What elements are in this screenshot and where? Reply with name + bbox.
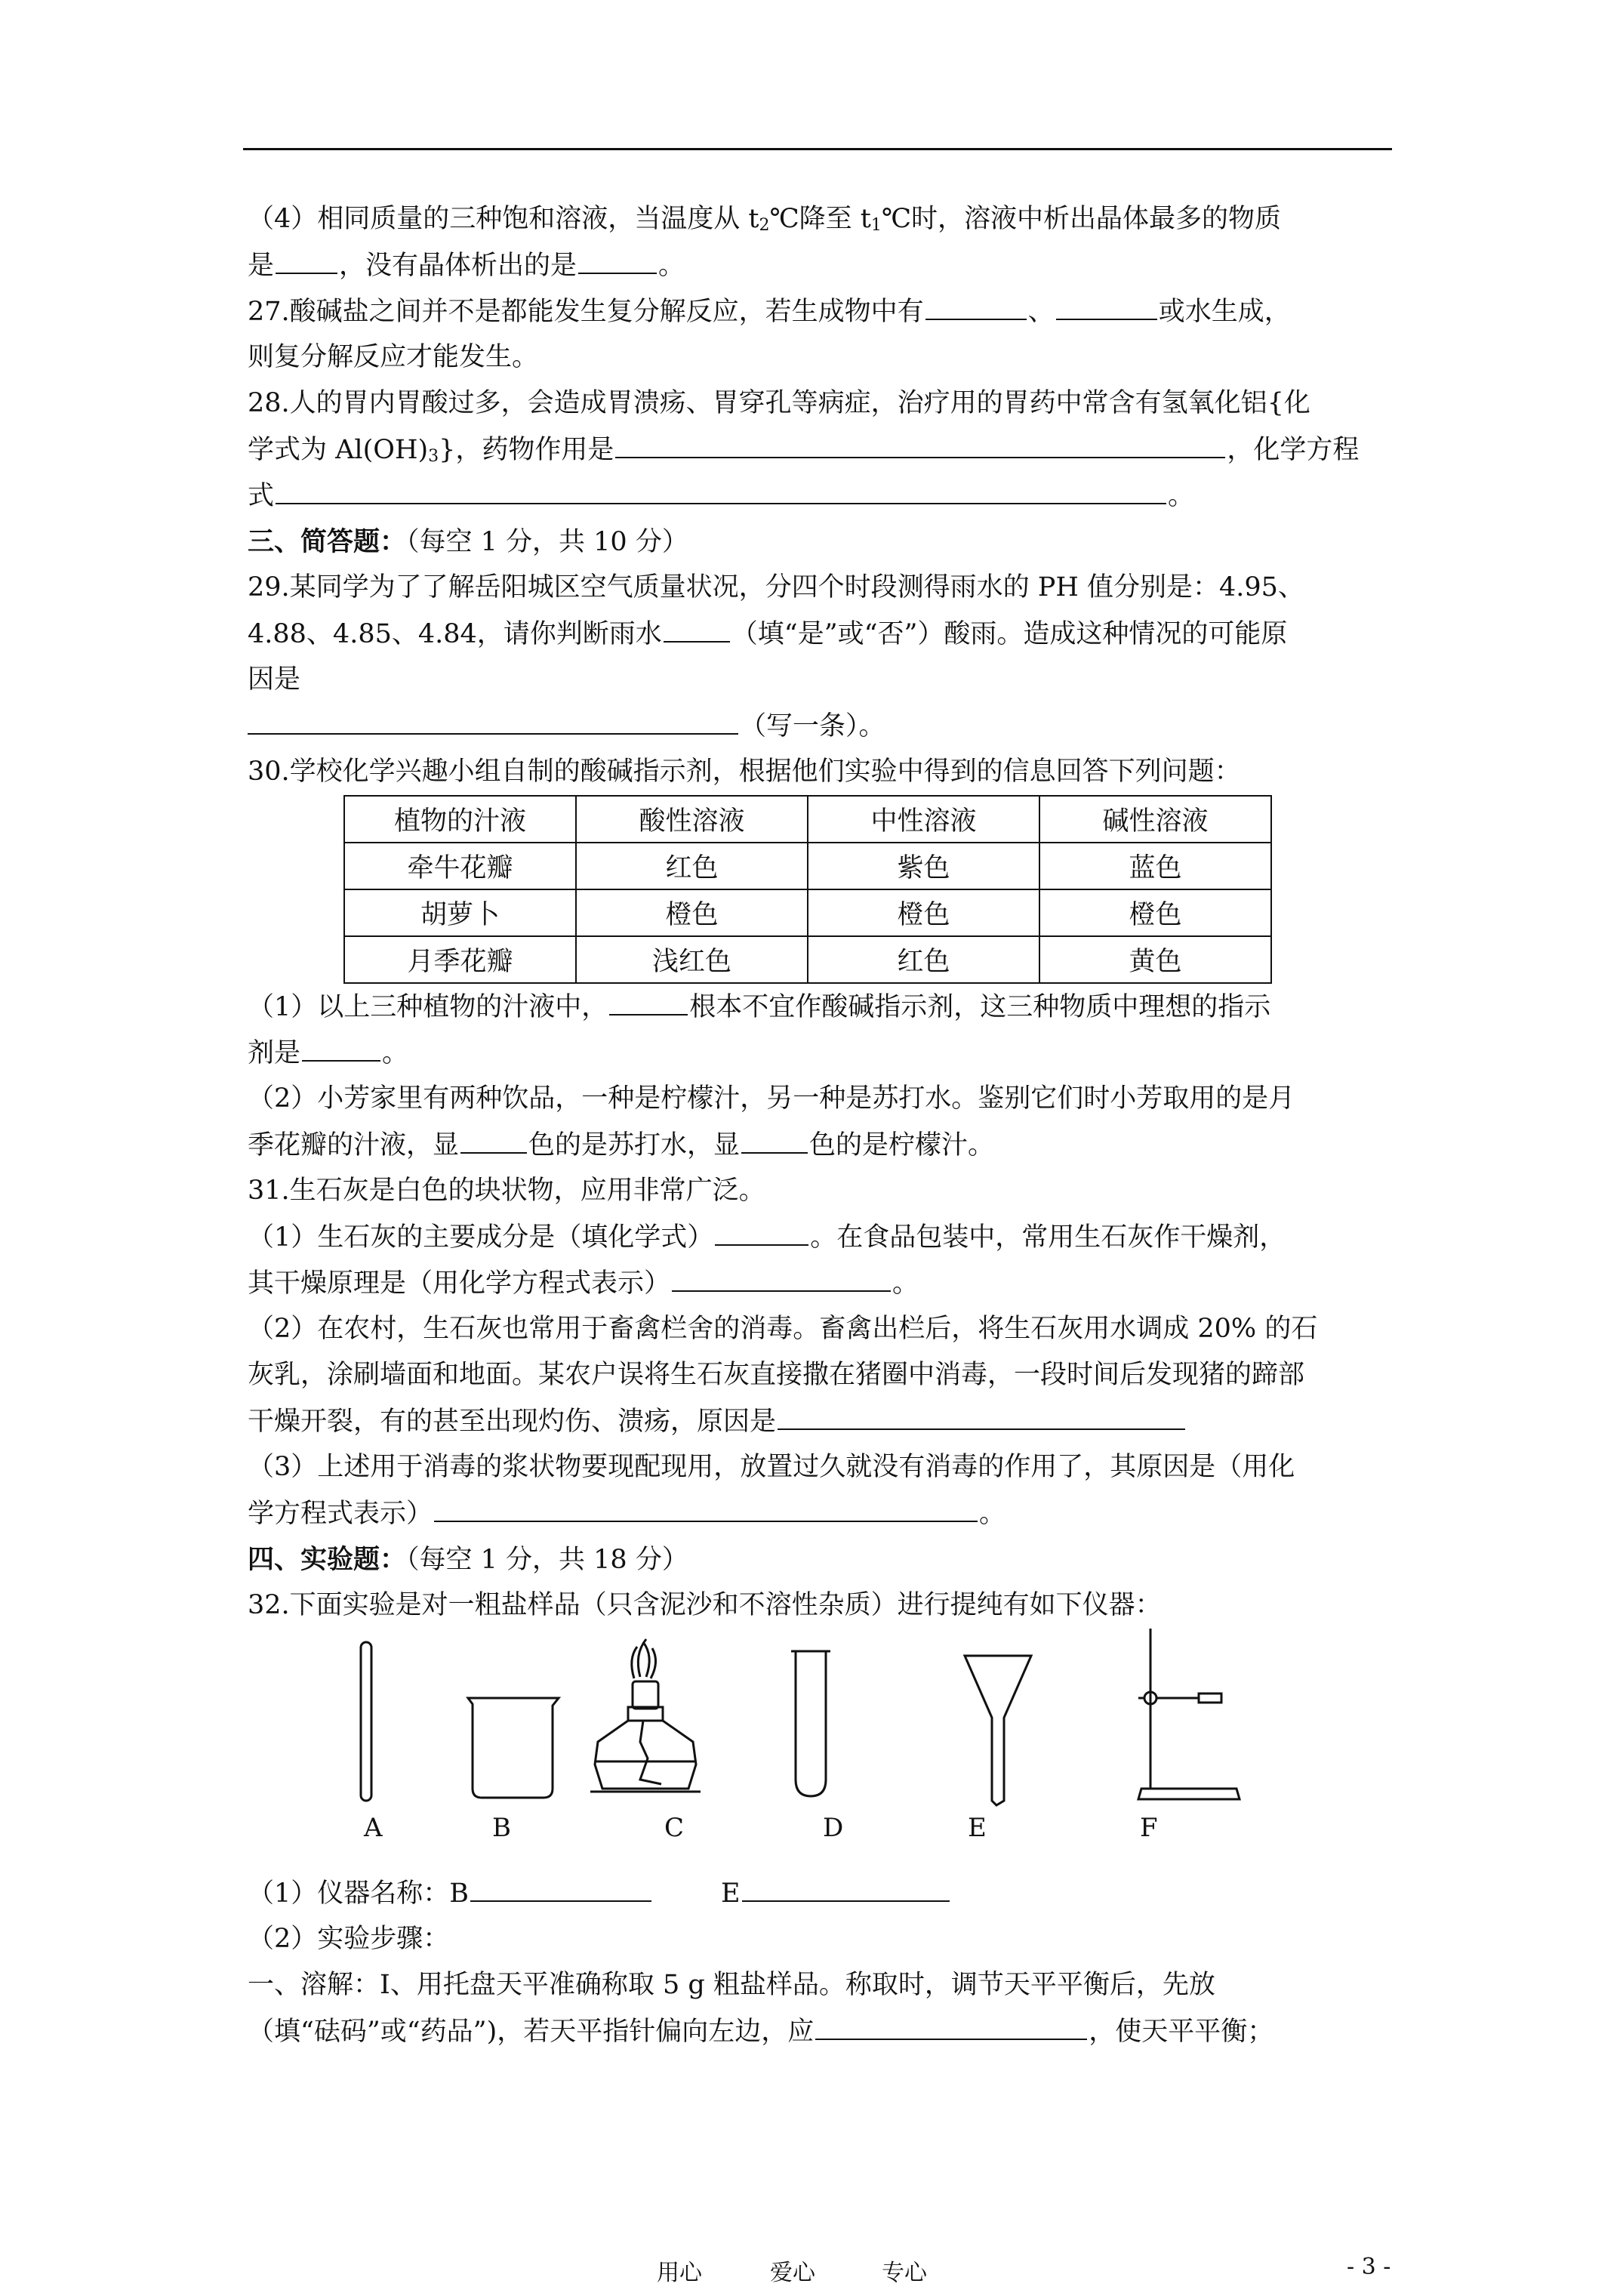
- apparatus-label-f: F: [1140, 1813, 1158, 1843]
- q30-intro: 30.学校化学兴趣小组自制的酸碱指示剂，根据他们实验中得到的信息回答下列问题：: [248, 757, 1241, 787]
- q29-line2: 4.88、4.85、4.84，请你判断雨水 （填“是”或“否”）酸雨。造成这种情况的可能原: [248, 611, 1395, 657]
- q31-part2-line2: 灰乳，涂刷墙面和地面。某农户误将生石灰直接撒在猪圈中消毒，一段时间后发现猪的蹄部: [248, 1360, 1305, 1390]
- q27-line1: 27.酸碱盐之间并不是都能发生复分解反应，若生成物中有 、 或水生成，: [248, 288, 1395, 334]
- q31-part2-line1: （2）在农村，生石灰也常用于畜禽栏舍的消毒。畜禽出栏后，将生石灰用水调成 20% 的石: [248, 1314, 1318, 1344]
- q32-part2: （2）实验步骤：: [248, 1924, 450, 1954]
- footer-motto-3: 专心: [882, 2260, 927, 2286]
- answer-blank[interactable]: [470, 1870, 651, 1902]
- answer-blank[interactable]: [609, 984, 688, 1015]
- answer-blank[interactable]: [615, 427, 1225, 458]
- q32-part1: （1）仪器名称：B E: [248, 1870, 1395, 1916]
- table-header-row: [344, 796, 1271, 843]
- q28-line3: 式 。: [248, 473, 1395, 519]
- answer-blank[interactable]: [664, 611, 730, 643]
- q31-part3-line2: 学方程式表示） 。: [248, 1490, 1395, 1536]
- apparatus-label-e: E: [968, 1813, 987, 1843]
- answer-blank[interactable]: [248, 703, 738, 735]
- header-rule: [243, 148, 1392, 150]
- test-tube-icon: [791, 1651, 830, 1796]
- section-3-heading: 三、简答题：（每空 1 分，共 10 分）: [248, 526, 688, 557]
- table-cell: 红色: [808, 936, 1039, 983]
- table-header-cell: 中性溶液: [808, 796, 1039, 843]
- glass-rod-icon: [361, 1642, 371, 1801]
- table-row: [344, 889, 1271, 936]
- answer-blank[interactable]: [741, 1122, 808, 1154]
- q30-part2-line2: 季花瓣的汁液，显 色的是苏打水，显 色的是柠檬汁。: [248, 1122, 1395, 1168]
- indicator-table: [343, 795, 1272, 984]
- q31-intro: 31.生石灰是白色的块状物，应用非常广泛。: [248, 1176, 765, 1206]
- table-cell: 浅红色: [576, 936, 808, 983]
- apparatus-figure: [248, 1629, 1395, 1870]
- answer-blank[interactable]: [276, 242, 337, 274]
- beaker-icon: [468, 1698, 559, 1798]
- table-cell: 橙色: [808, 889, 1039, 936]
- answer-blank[interactable]: [434, 1490, 978, 1522]
- answer-blank[interactable]: [302, 1030, 380, 1062]
- section-4-heading: 四、实验题：（每空 1 分，共 18 分）: [248, 1544, 688, 1575]
- table-cell: 紫色: [808, 843, 1039, 889]
- apparatus-drawing: [248, 1629, 1395, 1870]
- table-header-cell: 酸性溶液: [576, 796, 808, 843]
- q29-line3: 因是: [248, 664, 301, 695]
- answer-blank[interactable]: [715, 1214, 808, 1246]
- footer-motto-1: 用心: [657, 2260, 702, 2286]
- q29-line4: （写一条）。: [248, 703, 1395, 749]
- answer-blank[interactable]: [925, 288, 1027, 320]
- apparatus-label-a: A: [364, 1813, 383, 1843]
- answer-blank[interactable]: [778, 1398, 1185, 1430]
- table-row: [344, 936, 1271, 983]
- q31-part3-line1: （3）上述用于消毒的浆状物要现配现用，放置过久就没有消毒的作用了，其原因是（用化: [248, 1452, 1295, 1482]
- answer-blank[interactable]: [742, 1870, 950, 1902]
- table-cell: 牵牛花瓣: [344, 843, 576, 889]
- answer-blank[interactable]: [460, 1122, 527, 1154]
- table-cell: 黄色: [1039, 936, 1271, 983]
- answer-blank[interactable]: [578, 242, 657, 274]
- q31-part2-line3: 干燥开裂，有的甚至出现灼伤、溃疡，原因是: [248, 1398, 1395, 1444]
- q28-line2: 学式为 $Al(OH)_3$}，药物作用是 ，化学方程: [248, 427, 1395, 473]
- table-cell: 月季花瓣: [344, 936, 576, 983]
- q26-part4-line2: 是 ，没有晶体析出的是 。: [248, 242, 1395, 288]
- q32-step1-line2: （填“砝码”或“药品”)，若天平指针偏向左边，应 ，使天平平衡；: [248, 2008, 1395, 2054]
- answer-blank[interactable]: [276, 473, 1166, 504]
- document-content: [248, 196, 1395, 2054]
- apparatus-label-b: B: [492, 1813, 511, 1843]
- iron-stand-icon: [1138, 1629, 1240, 1799]
- q32-intro: 32.下面实验是对一粗盐样品（只含泥沙和不溶性杂质）进行提纯有如下仪器：: [248, 1590, 1162, 1620]
- q28-line1: 28.人的胃内胃酸过多，会造成胃溃疡、胃穿孔等病症，治疗用的胃药中常含有氢氧化铝{化: [248, 388, 1310, 418]
- q27-line2: 则复分解反应才能发生。: [248, 342, 539, 372]
- q26-part4-line1: （4）相同质量的三种饱和溶液，当温度从 $t_2℃$降至 $t_1℃$时，溶液中析出晶体最多的物质: [248, 204, 1281, 235]
- table-cell: 橙色: [576, 889, 808, 936]
- table-cell: 胡萝卜: [344, 889, 576, 936]
- funnel-icon: [965, 1656, 1031, 1805]
- answer-blank[interactable]: [1056, 288, 1157, 320]
- alcohol-lamp-icon: [590, 1639, 701, 1792]
- q31-part1-line2: 其干燥原理是（用化学方程式表示） 。: [248, 1260, 1395, 1306]
- q30-part1-line1: （1）以上三种植物的汁液中， 根本不宜作酸碱指示剂，这三种物质中理想的指示: [248, 984, 1395, 1030]
- table-header-cell: 碱性溶液: [1039, 796, 1271, 843]
- q31-part1-line1: （1）生石灰的主要成分是（填化学式） 。在食品包装中，常用生石灰作干燥剂，: [248, 1214, 1395, 1260]
- apparatus-label-c: C: [664, 1813, 685, 1843]
- q29-line1: 29.某同学为了了解岳阳城区空气质量状况，分四个时段测得雨水的 PH 值分别是：4.95、: [248, 572, 1304, 603]
- table-cell: 蓝色: [1039, 843, 1271, 889]
- table-header-cell: 植物的汁液: [344, 796, 576, 843]
- answer-blank[interactable]: [672, 1260, 891, 1292]
- table-cell: 橙色: [1039, 889, 1271, 936]
- footer-motto-2: 爱心: [770, 2260, 815, 2286]
- apparatus-label-d: D: [823, 1813, 844, 1843]
- table-cell: 红色: [576, 843, 808, 889]
- q32-step1-line1: 一、溶解：Ⅰ、用托盘天平准确称取 5 g 粗盐样品。称取时，调节天平平衡后，先放: [248, 1970, 1215, 2000]
- page-number: - 3 -: [1347, 2254, 1391, 2280]
- table-row: [344, 843, 1271, 889]
- answer-blank[interactable]: [815, 2008, 1087, 2040]
- q30-part2-line1: （2）小芳家里有两种饮品，一种是柠檬汁，另一种是苏打水。鉴别它们时小芳取用的是月: [248, 1083, 1295, 1114]
- q30-part1-line2: 剂是 。: [248, 1030, 1395, 1076]
